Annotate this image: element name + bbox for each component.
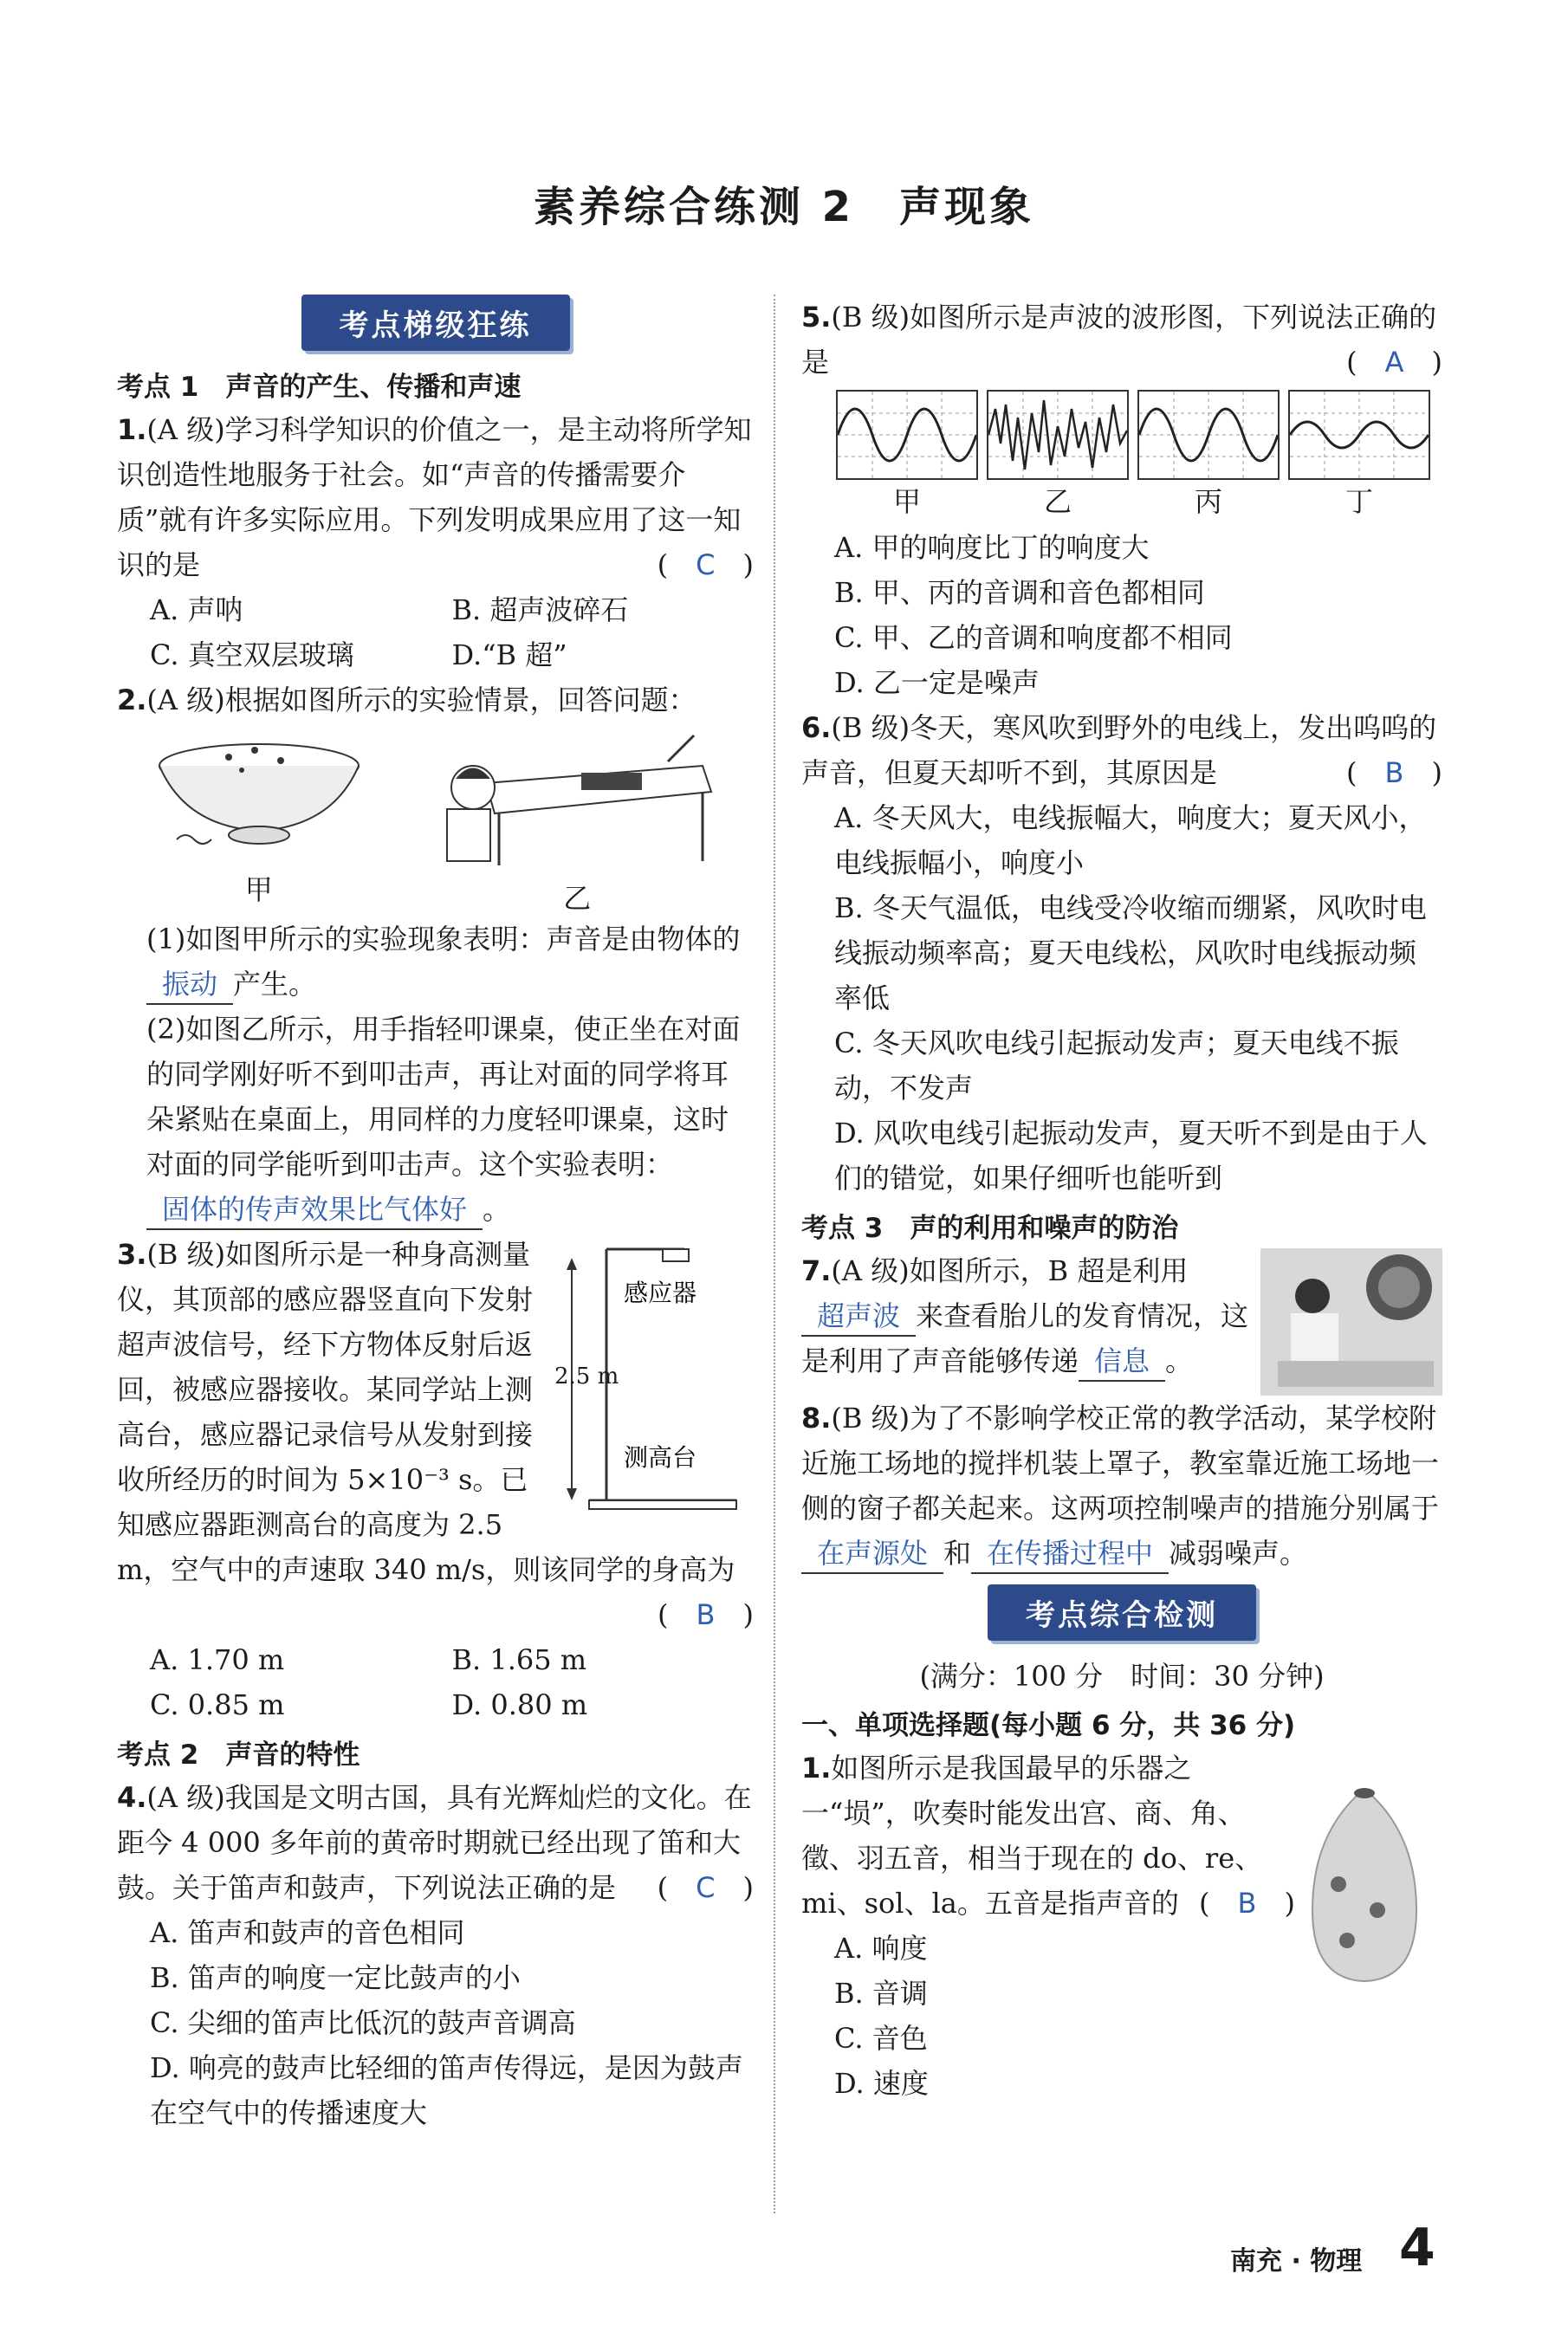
- answer-paren: ( B ): [1199, 1887, 1295, 1920]
- option: B. 1.65 m: [451, 1643, 587, 1676]
- exam-meta: (满分：100 分 时间：30 分钟): [919, 1660, 1325, 1693]
- exam-question-1: [801, 1746, 1442, 2106]
- option: D. 0.80 m: [451, 1688, 588, 1721]
- waveform-yi: [987, 390, 1129, 480]
- waveform-figures: [801, 390, 1442, 480]
- question-5: [801, 295, 1442, 705]
- wave-label: 丙: [1194, 485, 1222, 518]
- section-banner: 考点梯级狂练: [301, 295, 570, 351]
- answer: C: [696, 548, 716, 581]
- option: A. 冬天风大，电线振幅大，响度大；夏天风小，电线振幅小，响度小: [834, 801, 1427, 879]
- option: A. 甲的响度比丁的响度大: [834, 531, 1150, 564]
- option: B. 音调: [834, 1977, 928, 2010]
- question-number: 5.: [801, 301, 832, 334]
- question-7: [801, 1248, 1442, 1383]
- question-text-end: 。: [1165, 1344, 1194, 1377]
- section-heading: 考点 3 声的利用和噪声的防治: [801, 1213, 1179, 1244]
- sub-question-2: (2)如图乙所示，用手指轻叩课桌，使正坐在对面的同学刚好听不到叩击声，再让对面的同学将耳朵紧贴在桌面上，用同样的力度轻叩课桌，这时对面的同学能听到叩击声。这个实验表明：: [146, 1013, 741, 1181]
- option: C. 音色: [834, 2022, 928, 2055]
- question-text: (B 级)为了不影响学校正常的教学活动，某学校附近施工场地的搅拌机装上罩子，教室靠近施工场地一侧的窗子都关起来。这两项控制噪声的措施分别属于: [801, 1402, 1440, 1525]
- question-text: (B 级)冬天，寒风吹到野外的电线上，发出呜呜的声音，但夏天却听不到，其原因是: [801, 711, 1437, 789]
- answer: B: [1237, 1887, 1257, 1920]
- option: B. 甲、丙的音调和音色都相同: [834, 576, 1205, 609]
- question-number: 2.: [117, 683, 147, 716]
- option: A. 1.70 m: [150, 1643, 285, 1676]
- option: A. 声呐: [150, 593, 243, 626]
- part-heading: 一、单项选择题(每小题 6 分，共 36 分): [801, 1710, 1296, 1741]
- figure-label-yi: 乙: [563, 882, 592, 915]
- answer-paren: ( A ): [1346, 346, 1442, 379]
- question-text-cont: 来查看胎儿的发育情况，这是利用了声音能够传递: [801, 1299, 1249, 1377]
- experiment-figures: [117, 722, 754, 917]
- wave-label: 甲: [892, 485, 921, 518]
- height-meter-figure: [554, 1232, 754, 1526]
- question-number: 7.: [801, 1254, 832, 1287]
- question-number: 1.: [801, 1752, 832, 1785]
- option: D. 速度: [834, 2067, 929, 2100]
- page-number: 4: [1399, 2218, 1435, 2278]
- option: B. 笛声的响度一定比鼓声的小: [150, 1961, 521, 1994]
- question-number: 6.: [801, 711, 832, 744]
- xun-instrument-photo: [1295, 1780, 1434, 1988]
- ultrasound-photo: [1260, 1248, 1442, 1396]
- answer-blank: 振动: [146, 965, 233, 1005]
- option: C. 尖细的笛声比低沉的鼓声音调高: [150, 2006, 576, 2039]
- figure-label-jia: 甲: [244, 873, 273, 906]
- answer-blank: 在传播过程中: [971, 1534, 1169, 1574]
- option: C. 甲、乙的音调和响度都不相同: [834, 621, 1233, 654]
- question-text: (A 级)根据如图所示的实验情景，回答问题：: [146, 683, 697, 716]
- question-3: [117, 1232, 754, 1727]
- question-6: [801, 705, 1442, 1201]
- platform-label: 测高台: [624, 1443, 697, 1472]
- question-text-end: 减弱噪声。: [1169, 1537, 1308, 1570]
- question-text: 如图所示是我国最早的乐器之一“埙”，吹奏时能发出宫、商、角、徵、羽五音，相当于现在的 do、re、mi、sol、la。五音是指声音的: [801, 1752, 1263, 1920]
- column-divider: [774, 295, 775, 2213]
- answer: B: [1384, 756, 1404, 789]
- sub-question-1: (1)如图甲所示的实验现象表明：声音是由物体的: [146, 923, 741, 955]
- question-text-cont: 和: [943, 1537, 972, 1570]
- question-text: (B 级)如图所示是一种身高测量仪，其顶部的感应器竖直向下发射超声波信号，经下方物体反射后返回，被感应器接收。某同学站上测高台，感应器记录信号从发射到接收所经历的时间为 5×10⁻³ s。已知感应器距测高台的高度为 2.5 m，空气中的声速取 340 m/s，则该同学的身高为: [117, 1238, 735, 1586]
- answer-blank: 信息: [1079, 1342, 1165, 1382]
- section-heading: 考点 2 声音的特性: [117, 1739, 360, 1771]
- option: D.“B 超”: [451, 638, 567, 671]
- right-column: [801, 295, 1442, 2106]
- height-label: 2.5 m: [554, 1364, 619, 1390]
- question-number: 3.: [117, 1238, 147, 1271]
- sub-question-1-end: 产生。: [233, 968, 317, 1001]
- option: C. 冬天风吹电线引起振动发声；夏天电线不振动，不发声: [834, 1027, 1399, 1104]
- answer-paren: ( C ): [657, 548, 754, 581]
- question-8: [801, 1396, 1442, 1576]
- answer-paren: ( C ): [657, 1871, 754, 1904]
- option: D. 响亮的鼓声比轻细的笛声传得远，是因为鼓声在空气中的传播速度大: [150, 2051, 743, 2129]
- desk-figure: [434, 731, 720, 870]
- question-text: (A 级)学习科学知识的价值之一，是主动将所学知识创造性地服务于社会。如“声音的传播需要介质”就有许多实际应用。下列发明成果应用了这一知识的是: [117, 413, 752, 581]
- question-number: 8.: [801, 1402, 832, 1435]
- drum-figure: [151, 731, 367, 861]
- section-banner: 考点综合检测: [988, 1584, 1256, 1641]
- option: D. 乙一定是噪声: [834, 666, 1040, 699]
- answer: A: [1384, 346, 1404, 379]
- left-column: [117, 295, 754, 2135]
- sub-question-2-end: 。: [483, 1193, 511, 1226]
- question-4: [117, 1775, 754, 2135]
- option: A. 响度: [834, 1932, 928, 1965]
- wave-label: 乙: [1043, 485, 1072, 518]
- option: C. 真空双层玻璃: [150, 638, 354, 671]
- answer-paren: ( B ): [658, 1598, 754, 1631]
- option: D. 风吹电线引起振动发声，夏天听不到是由于人们的错觉，如果仔细听也能听到: [834, 1117, 1428, 1195]
- question-2: [117, 677, 754, 1232]
- question-text: (A 级)如图所示，B 超是利用: [831, 1254, 1189, 1287]
- answer-paren: ( B ): [1346, 756, 1442, 789]
- sensor-label: 感应器: [624, 1279, 697, 1307]
- option: A. 笛声和鼓声的音色相同: [150, 1916, 465, 1949]
- answer-blank: 固体的传声效果比气体好: [146, 1190, 483, 1230]
- waveform-ding: [1288, 390, 1430, 480]
- option: B. 超声波碎石: [451, 593, 629, 626]
- question-number: 1.: [117, 413, 147, 446]
- section-heading: 考点 1 声音的产生、传播和声速: [117, 372, 522, 403]
- footer-label: 南充 · 物理: [1230, 2246, 1363, 2277]
- option: C. 0.85 m: [150, 1688, 285, 1721]
- page-title: 素养综合练测 2 声现象: [533, 183, 1035, 231]
- answer: B: [696, 1598, 716, 1631]
- wave-label: 丁: [1344, 485, 1373, 518]
- answer: C: [696, 1871, 716, 1904]
- answer-blank: 超声波: [801, 1297, 916, 1337]
- option: B. 冬天气温低，电线受冷收缩而绷紧，风吹时电线振动频率高；夏天电线松，风吹时电线振动频率低: [834, 891, 1427, 1014]
- question-text: (B 级)如图所示是声波的波形图，下列说法正确的是: [801, 301, 1437, 379]
- question-number: 4.: [117, 1781, 147, 1814]
- answer-blank: 在声源处: [801, 1534, 943, 1574]
- question-1: [117, 407, 754, 677]
- waveform-jia: [836, 390, 978, 480]
- waveform-bing: [1137, 390, 1280, 480]
- question-text: (A 级)我国是文明古国，具有光辉灿烂的文化。在距今 4 000 多年前的黄帝时期就已经出现了笛和大鼓。关于笛声和鼓声，下列说法正确的是: [117, 1781, 752, 1904]
